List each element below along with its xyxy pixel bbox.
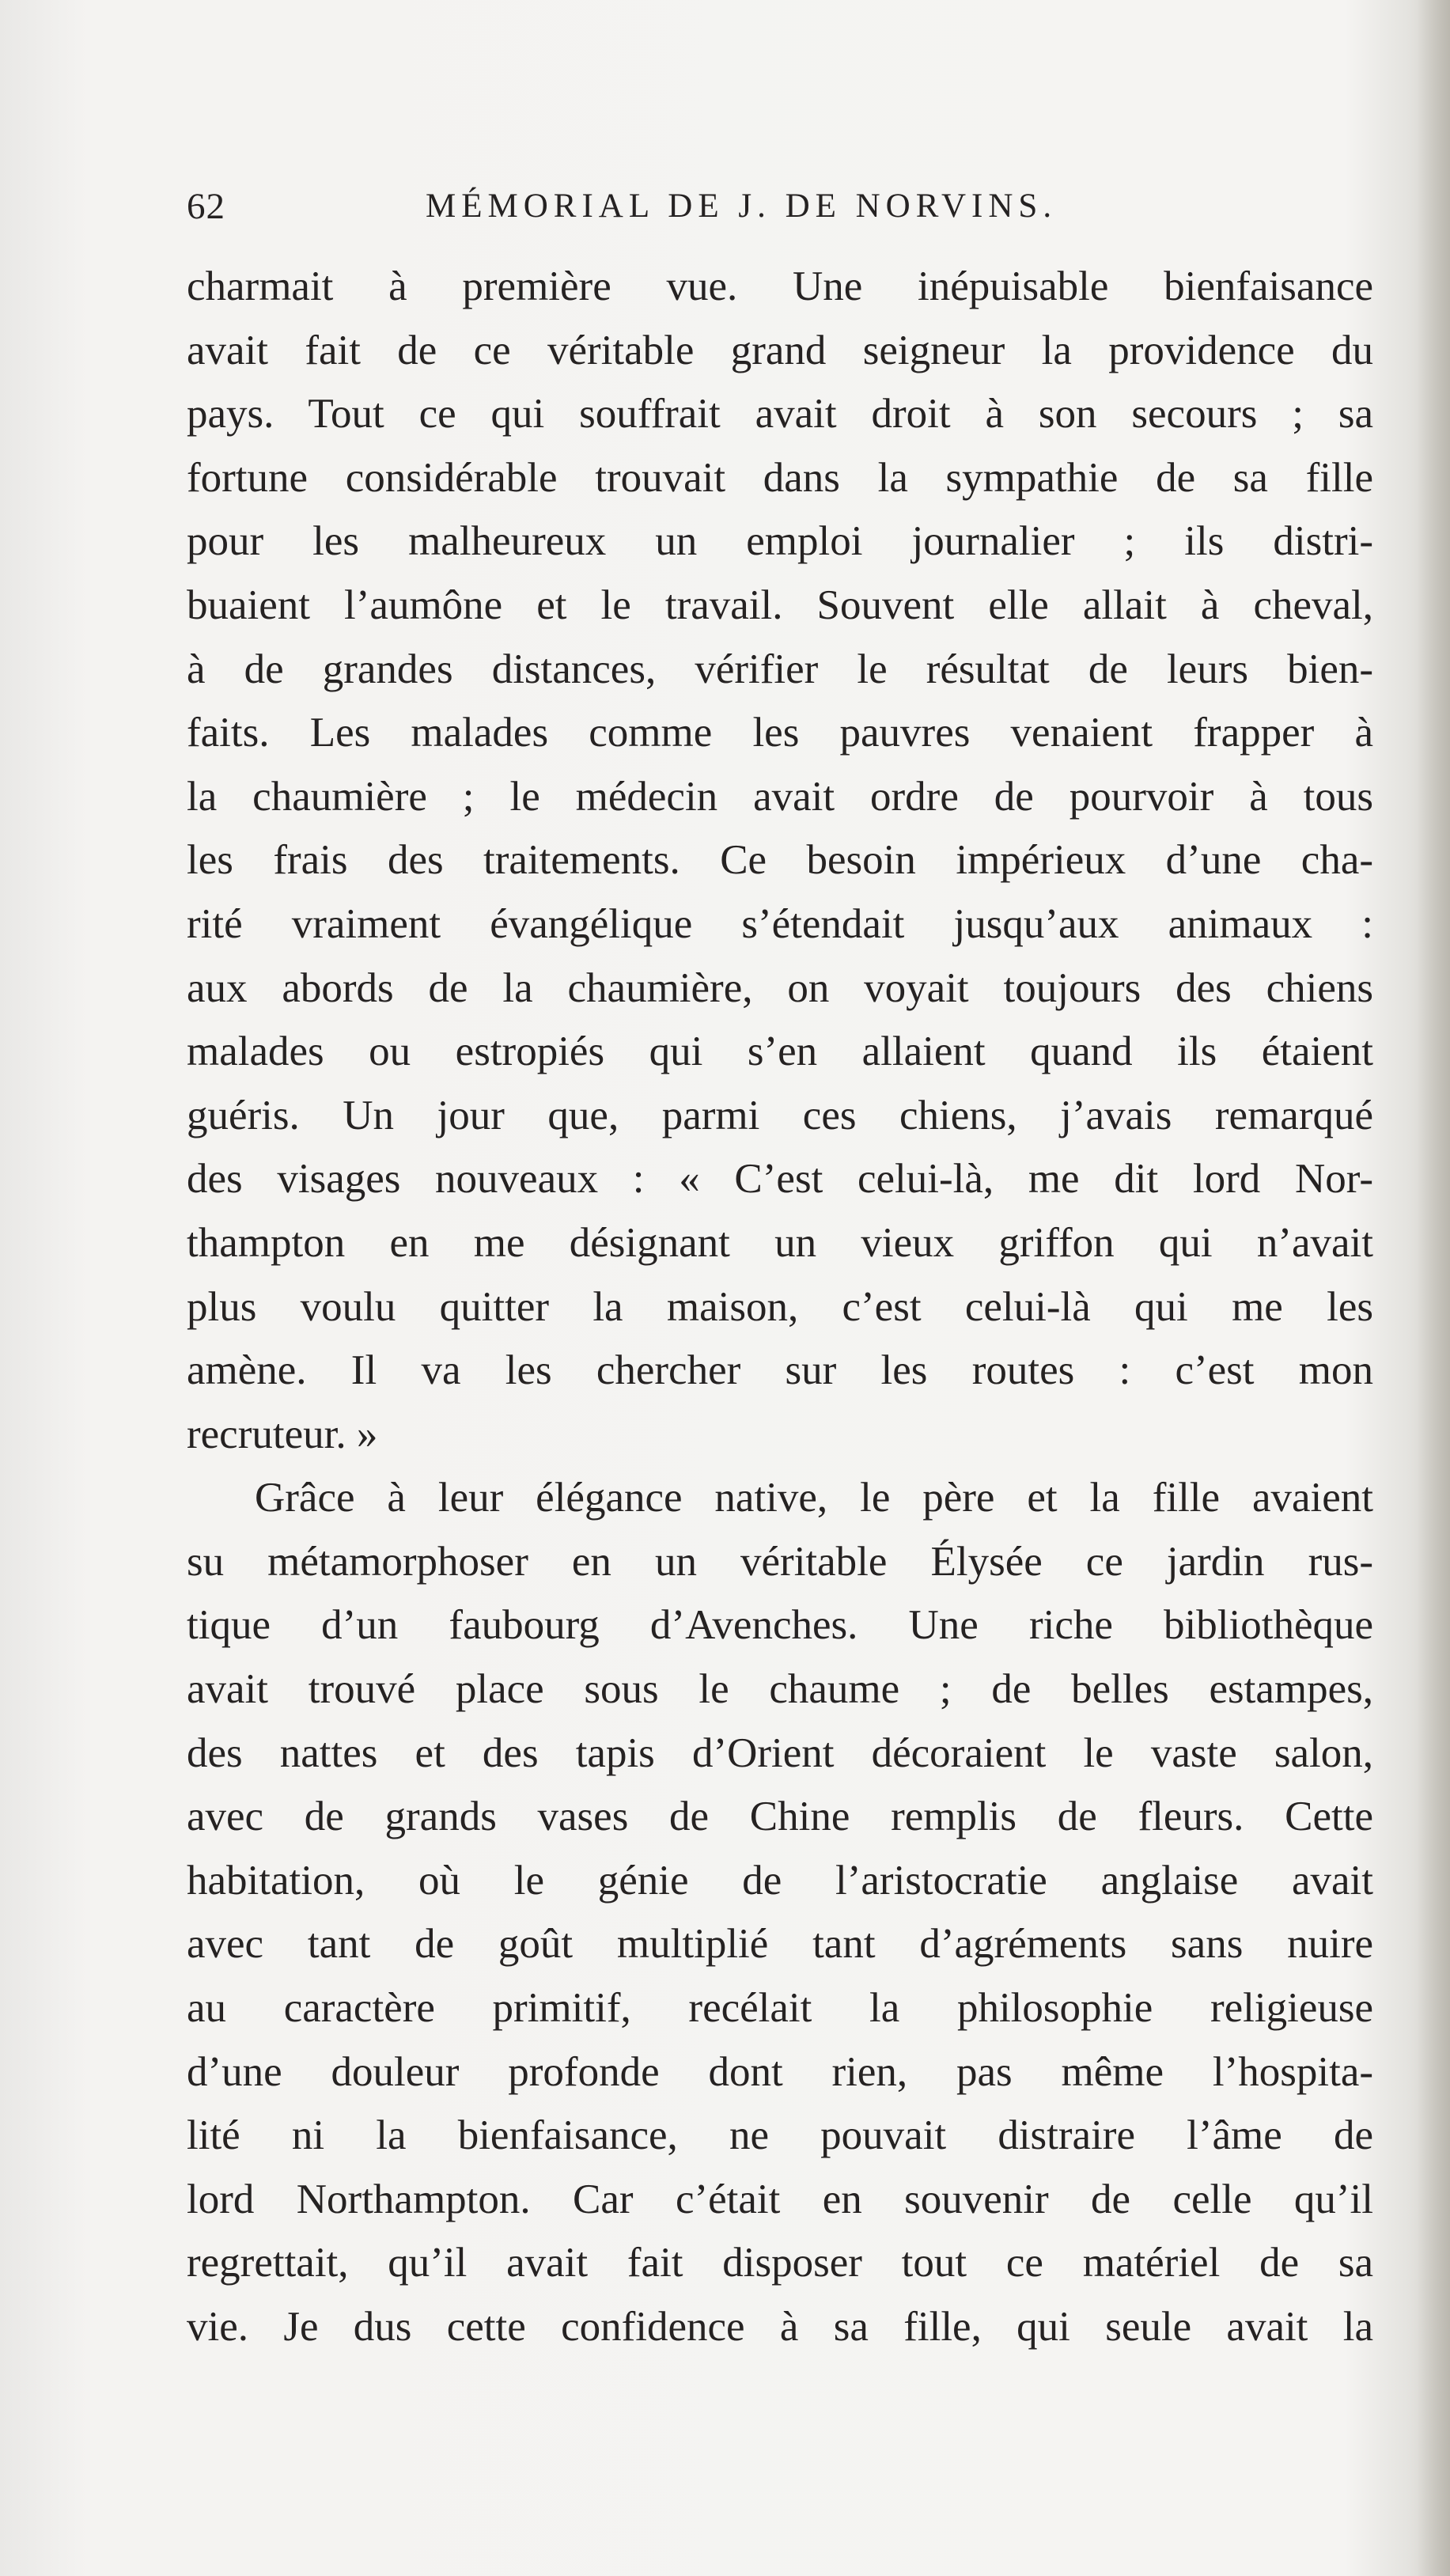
- text-line: faits. Les malades comme les pauvres venaient frapper à: [187, 710, 1373, 756]
- text-line: recruteur. »: [187, 1411, 378, 1457]
- text-line: avait trouvé place sous le chaume ; de belles estampes,: [187, 1666, 1373, 1713]
- text-line: tique d’un faubourg d’Avenches. Une riche bibliothèque: [187, 1602, 1373, 1649]
- text-line: charmait à première vue. Une inépuisable bienfaisance: [187, 263, 1373, 309]
- text-line: vie. Je dus cette confidence à sa fille, qui seule avait la: [187, 2304, 1373, 2350]
- text-line: d’une douleur profonde dont rien, pas même l’hospita-: [187, 2048, 1373, 2095]
- text-line: plus voulu quitter la maison, c’est celui-là qui me les: [187, 1283, 1373, 1330]
- text-line: avait fait de ce véritable grand seigneur la providence du: [187, 327, 1373, 373]
- running-head: [187, 179, 1128, 234]
- text-line: au caractère primitif, recélait la philosophie religieuse: [187, 1985, 1373, 2032]
- text-line: su métamorphoser en un véritable Élysée ce jardin rus-: [187, 1538, 1373, 1585]
- text-line: les frais des traitements. Ce besoin impérieux d’une cha-: [187, 837, 1373, 884]
- text-line: Grâce à leur élégance native, le père et la fille avaient: [255, 1475, 1373, 1521]
- body-text: [187, 255, 1373, 2359]
- text-line: lord Northampton. Car c’était en souvenir de celle qu’il: [187, 2176, 1373, 2222]
- text-line: avec tant de goût multiplié tant d’agréments sans nuire: [187, 1921, 1373, 1968]
- page-edge-shadow: [1417, 0, 1450, 2576]
- text-line: buaient l’aumône et le travail. Souvent elle allait à cheval,: [187, 581, 1373, 628]
- paragraph-2: [187, 1466, 1373, 2358]
- text-line: regrettait, qu’il avait fait disposer tout ce matériel de sa: [187, 2240, 1373, 2286]
- text-line: habitation, où le génie de l’aristocratie anglaise avait: [187, 1857, 1373, 1904]
- text-line: thampton en me désignant un vieux griffon qui n’avait: [187, 1219, 1373, 1266]
- text-line: rité vraiment évangélique s’étendait jusqu’aux animaux :: [187, 900, 1373, 947]
- text-line: des nattes et des tapis d’Orient décoraient le vaste salon,: [187, 1729, 1373, 1776]
- text-line: malades ou estropiés qui s’en allaient quand ils étaient: [187, 1029, 1373, 1075]
- paragraph-1: [187, 255, 1373, 1466]
- text-line: des visages nouveaux : « C’est celui-là, me dit lord Nor-: [187, 1156, 1373, 1203]
- text-line: aux abords de la chaumière, on voyait toujours des chiens: [187, 964, 1373, 1011]
- text-line: avec de grands vases de Chine remplis de fleurs. Cette: [187, 1794, 1373, 1840]
- text-line: à de grandes distances, vérifier le résultat de leurs bien-: [187, 646, 1373, 692]
- running-title: MÉMORIAL DE J. DE NORVINS.: [426, 188, 1058, 225]
- page-number: 62: [187, 186, 225, 227]
- text-line: pays. Tout ce qui souffrait avait droit à son secours ; sa: [187, 391, 1373, 438]
- text-line: pour les malheureux un emploi journalier ; ils distri-: [187, 518, 1373, 565]
- text-line: lité ni la bienfaisance, ne pouvait distraire l’âme de: [187, 2112, 1373, 2159]
- text-line: fortune considérable trouvait dans la sympathie de sa fille: [187, 454, 1373, 501]
- text-line: la chaumière ; le médecin avait ordre de pourvoir à tous: [187, 773, 1373, 820]
- text-line: amène. Il va les chercher sur les routes : c’est mon: [187, 1347, 1373, 1394]
- text-line: guéris. Un jour que, parmi ces chiens, j’avais remarqué: [187, 1092, 1373, 1138]
